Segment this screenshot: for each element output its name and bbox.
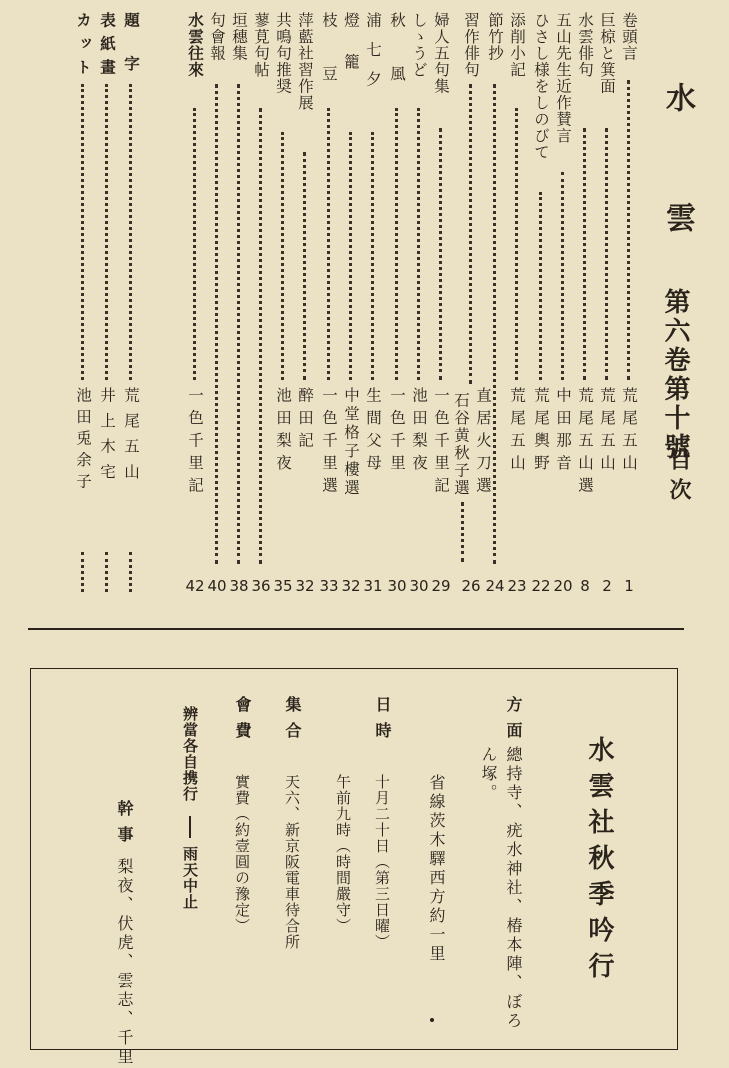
direction-text-2: ん塚。 — [479, 746, 498, 803]
toc-page: 20 — [553, 577, 573, 595]
toc-entry[interactable] — [506, 12, 528, 595]
leader-dots — [281, 132, 284, 380]
leader-dots — [105, 84, 108, 380]
toc-title: 秋風 — [388, 12, 406, 119]
leader-dots — [605, 128, 608, 380]
toc-page: 32 — [295, 577, 315, 595]
toc-page: 2 — [602, 577, 612, 595]
toc-credit — [72, 12, 94, 587]
credit-title: 題字 — [122, 12, 141, 99]
credit-author: 井上木宅 — [98, 387, 116, 489]
leader-dots — [439, 128, 442, 380]
leader-dots — [583, 128, 586, 380]
toc-title: しゝうど — [410, 12, 428, 78]
toc-author: 中堂格子樓選 — [342, 387, 360, 498]
leader-dots — [515, 108, 518, 380]
leader-dots — [105, 552, 108, 592]
toc-title: 萍藍社習作展 — [296, 12, 314, 111]
toc-page: 30 — [409, 577, 429, 595]
leader-dots — [303, 152, 306, 380]
leader-dots — [327, 108, 330, 380]
meeting-text: 天六、新京阪電車待合所 — [283, 774, 301, 950]
toc-page: 36 — [251, 577, 271, 595]
toc-author: 中田那音 — [554, 387, 572, 477]
leader-dots — [395, 108, 398, 380]
label-meeting: 集合 — [283, 696, 302, 748]
leader-dots — [417, 108, 420, 380]
toc-title: 垣穗集 — [230, 12, 248, 62]
leader-dots — [237, 84, 240, 564]
toc-title: ひさし様をしのびて — [532, 12, 550, 161]
leader-dots — [627, 80, 630, 380]
toc-title: 婦人五句集 — [432, 12, 450, 95]
label-direction: 方面 — [504, 696, 523, 748]
magazine-title: 水雲 — [660, 82, 695, 322]
toc-page: 31 — [363, 577, 383, 595]
toc-author: 直居火刀選 — [474, 387, 492, 500]
toc-title: 枝豆 — [320, 12, 338, 119]
toc-title: 水雲俳句 — [576, 12, 594, 78]
leader-dots — [129, 84, 132, 380]
toc-entry[interactable] — [294, 12, 316, 595]
toc-title: 節竹抄 — [486, 12, 504, 62]
toc-page: 33 — [319, 577, 339, 595]
toc-page: 23 — [507, 577, 527, 595]
toc-title: 卷頭言 — [620, 12, 638, 62]
leader-dots — [259, 108, 262, 564]
toc-author: 一色千里選 — [320, 387, 338, 500]
toc-entry[interactable] — [318, 12, 340, 595]
toc-title: 習作俳句 — [462, 12, 480, 78]
leader-dots — [469, 84, 472, 384]
toc-entry[interactable] — [408, 12, 430, 595]
toc-page: 29 — [431, 577, 451, 595]
toc-entry[interactable] — [250, 12, 272, 595]
leader-dots — [215, 84, 218, 564]
toc-author: 池田梨夜 — [410, 387, 428, 477]
toc-page: 42 — [185, 577, 205, 595]
toc-entry[interactable] — [184, 12, 206, 595]
fee-text: 實費（約壹圓の豫定） — [233, 774, 251, 934]
direction-text: 總持寺、疣水神社、椿本陣、ぼろ — [504, 746, 523, 1031]
toc-author: 池田梨夜 — [274, 387, 292, 477]
toc-entry[interactable] — [530, 12, 552, 595]
toc-page: 24 — [485, 577, 505, 595]
toc-page: 30 — [387, 577, 407, 595]
leader-dots — [129, 552, 132, 592]
ink-dot — [430, 1018, 434, 1022]
toc-heading: 目次 — [666, 448, 692, 508]
toc-title: 巨椋と箕面 — [598, 12, 616, 95]
toc-author: 荒尾輿野 — [532, 387, 550, 477]
leader-dots — [371, 132, 374, 380]
toc-entry[interactable] — [340, 12, 362, 595]
toc-credit — [120, 12, 142, 587]
label-date: 日時 — [373, 696, 392, 748]
toc-entry[interactable] — [228, 12, 250, 595]
toc-author: 荒尾五山選 — [576, 387, 594, 500]
bring-text: 辨當各自携行 — [181, 706, 199, 802]
toc-credit — [96, 12, 118, 587]
toc-entry[interactable] — [484, 12, 506, 595]
rain-text: 雨天中止 — [181, 846, 199, 910]
toc-author: 荒尾五山 — [508, 387, 526, 477]
toc-title: 句會報 — [208, 12, 226, 62]
toc-page: 8 — [580, 577, 590, 595]
date-text-3: 午前九時（時間嚴守） — [334, 774, 352, 934]
toc-page: 1 — [624, 577, 634, 595]
toc-entry[interactable] — [618, 12, 640, 595]
credit-title: カット — [74, 12, 93, 83]
toc-entry[interactable] — [574, 12, 596, 595]
credit-author: 荒尾五山 — [122, 387, 140, 489]
toc-entry[interactable] — [552, 12, 574, 595]
leader-dots — [561, 172, 564, 380]
label-fee: 會費 — [233, 696, 252, 748]
toc-entry[interactable] — [430, 12, 452, 595]
leader-dots — [461, 502, 464, 562]
toc-title: 添削小記 — [508, 12, 526, 78]
toc-author: 一色千里記 — [186, 387, 204, 500]
secretary-text: 梨夜、伏虎、雲志、千里 — [115, 858, 134, 1067]
toc-title: 共鳴句推奨 — [274, 12, 292, 95]
toc-entry[interactable] — [206, 12, 228, 595]
toc-entry[interactable] — [596, 12, 618, 595]
dash-mark — [189, 816, 191, 838]
section-divider — [28, 628, 684, 630]
toc-page: 32 — [341, 577, 361, 595]
toc-page: 22 — [531, 577, 551, 595]
toc-page: 35 — [273, 577, 293, 595]
date-text-1: 省線茨木驛西方約一里 — [427, 774, 446, 964]
toc-author: 荒尾五山 — [598, 387, 616, 477]
toc-title: 五山先生近作賛言 — [554, 12, 572, 144]
label-secretary: 幹事 — [115, 800, 134, 852]
toc-author: 一色千里記 — [432, 387, 450, 500]
toc-entry[interactable] — [272, 12, 294, 595]
toc-page: 26 — [461, 577, 481, 595]
credit-author: 池田兎余子 — [74, 387, 92, 495]
leader-dots — [193, 108, 196, 380]
leader-dots — [81, 552, 84, 592]
toc-title: 浦七夕 — [364, 12, 382, 101]
toc-page: 38 — [229, 577, 249, 595]
toc-author: 生間父母 — [364, 387, 382, 477]
toc-entry[interactable] — [386, 12, 408, 595]
toc-entry[interactable] — [362, 12, 384, 595]
leader-dots — [539, 192, 542, 380]
leader-dots — [349, 132, 352, 380]
toc-title: 燈籠 — [342, 12, 360, 95]
toc-author: 醉田記 — [296, 387, 314, 455]
toc-author: 一色千里 — [388, 387, 406, 477]
notice-title: 水雲社秋季吟行 — [584, 736, 614, 988]
toc-entry[interactable] — [452, 12, 492, 595]
date-text-2: 十月二十日（第三日曜） — [373, 774, 391, 950]
leader-dots — [81, 84, 84, 380]
toc-title: 水雲往來 — [186, 12, 205, 78]
toc-page: 40 — [207, 577, 227, 595]
volume-number: 第六卷第十號 — [660, 288, 690, 462]
toc-title: 蓼莧句帖 — [252, 12, 270, 78]
credit-title: 表紙畫 — [98, 12, 117, 83]
toc-author: 荒尾五山 — [620, 387, 638, 477]
toc-author-2: 石谷黄秋子選 — [452, 392, 470, 497]
